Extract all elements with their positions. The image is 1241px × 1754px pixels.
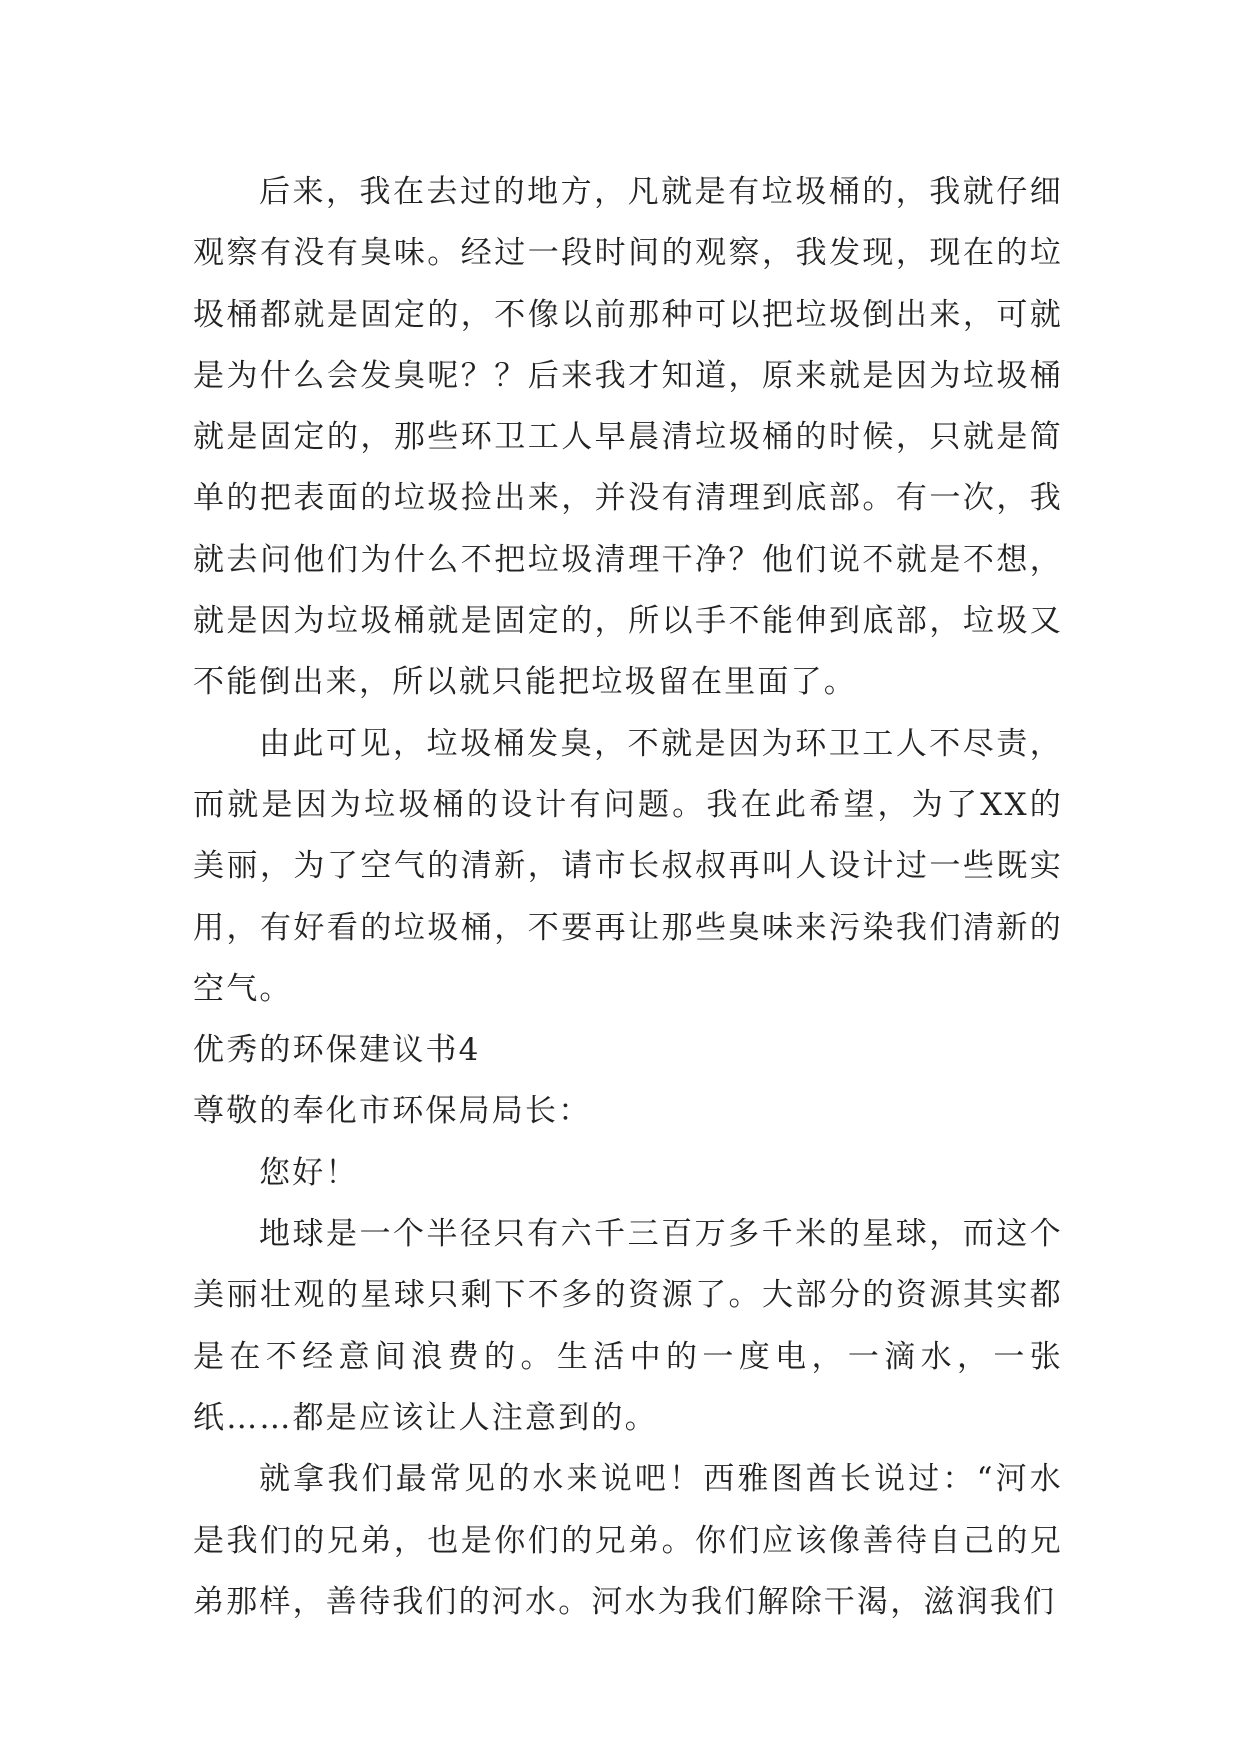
greeting: 您好！ (259, 1154, 359, 1191)
section-heading: 优秀的环保建议书4 (193, 1032, 481, 1069)
document-body (193, 162, 1063, 1633)
paragraph-earth-resources: 地球是一个半径只有六千三百万多千米的星球，而这个美丽壮观的星球只剩下不多的资源了。大部分的资源其实都是在不经意间浪费的。生活中的一度电，一滴水，一张纸……都是应该让人注意到的。 (193, 1216, 1063, 1436)
paragraph-water-quote: 就拿我们最常见的水来说吧！西雅图酋长说过：“河水是我们的兄弟，也是你们的兄弟。你们应该像善待自己的兄弟那样，善待我们的河水。河水为我们解除干渴，滋润我们 (193, 1461, 1063, 1620)
paragraph-garbage-bin-observation: 后来，我在去过的地方，凡就是有垃圾桶的，我就仔细观察有没有臭味。经过一段时间的观察，我发现，现在的垃圾桶都就是固定的，不像以前那种可以把垃圾倒出来，可就是为什么会发臭呢？？后来我才知道，原来就是因为垃圾桶就是固定的，那些环卫工人早晨清垃圾桶的时候，只就是简单的把表面的垃圾捡出来，并没有清理到底部。有一次，我就去问他们为什么不把垃圾清理干净？他们说不就是不想，就是因为垃圾桶就是固定的，所以手不能伸到底部，垃圾又不能倒出来，所以就只能把垃圾留在里面了。 (193, 174, 1063, 701)
salutation: 尊敬的奉化市环保局局长： (193, 1093, 592, 1130)
paragraph-garbage-bin-conclusion: 由此可见，垃圾桶发臭，不就是因为环卫工人不尽责，而就是因为垃圾桶的设计有问题。我在此希望，为了XX的美丽，为了空气的清新，请市长叔叔再叫人设计过一些既实用，有好看的垃圾桶，不要再让那些臭味来污染我们清新的空气。 (193, 725, 1063, 1007)
